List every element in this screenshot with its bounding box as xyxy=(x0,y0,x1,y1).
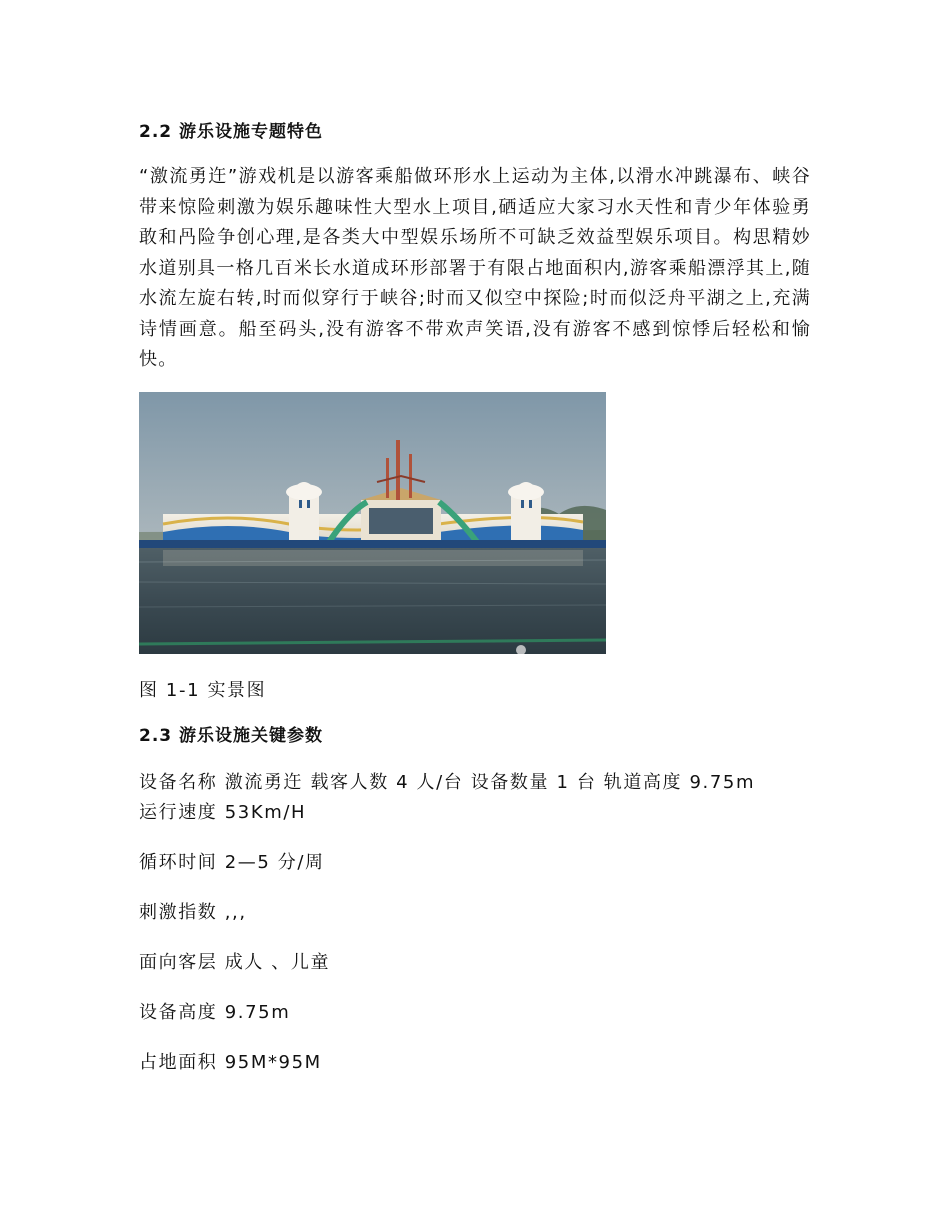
section-paragraph-2-2: “激流勇迕”游戏机是以游客乘船做环形水上运动为主体,以滑水冲跳瀑布、峡谷带来惊险刺激为娱乐趣味性大型水上项目,硒适应大家习水天性和青少年体验勇敢和冎险争创心理,是各类大中型娱乐场所不可缺乏效益型娱乐项目。构思精妙水道别具一格几百米长水道成环形部署于有限占地面积内,游客乘船漂浮其上,随水流左旋右转,时而似穿行于峡谷;时而又似空中探险;时而似泛舟平湖之上,充满诗情画意。船至码头,没有游客不带欢声笑语,没有游客不感到惊悸后轻松和愉快。 xyxy=(139,166,811,370)
param-thrill-index: 刺激指数 ,,, xyxy=(139,901,247,923)
param-floor-area: 占地面积 95M*95M xyxy=(139,1051,322,1073)
param-device-height: 设备高度 9.75m xyxy=(139,1001,291,1023)
param-cycle-time: 循环时间 2—5 分/周 xyxy=(139,851,325,873)
figure-caption: 图 1-1 实景图 xyxy=(139,679,267,701)
params-line-1: 设备名称 激流勇迕 载客人数 4 人/台 设备数量 1 台 轨道高度 9.75m xyxy=(139,771,756,793)
water-ride-photo xyxy=(139,392,606,654)
params-line-2: 运行速度 53Km/H xyxy=(139,801,307,823)
section-heading-2-2: 2.2 游乐设施专题特色 xyxy=(139,122,324,142)
document-page xyxy=(139,118,811,1078)
params-summary xyxy=(139,768,811,828)
section-heading-2-3: 2.3 游乐设施关键参数 xyxy=(139,725,324,746)
param-audience: 面向客层 成人 、儿童 xyxy=(139,951,331,973)
